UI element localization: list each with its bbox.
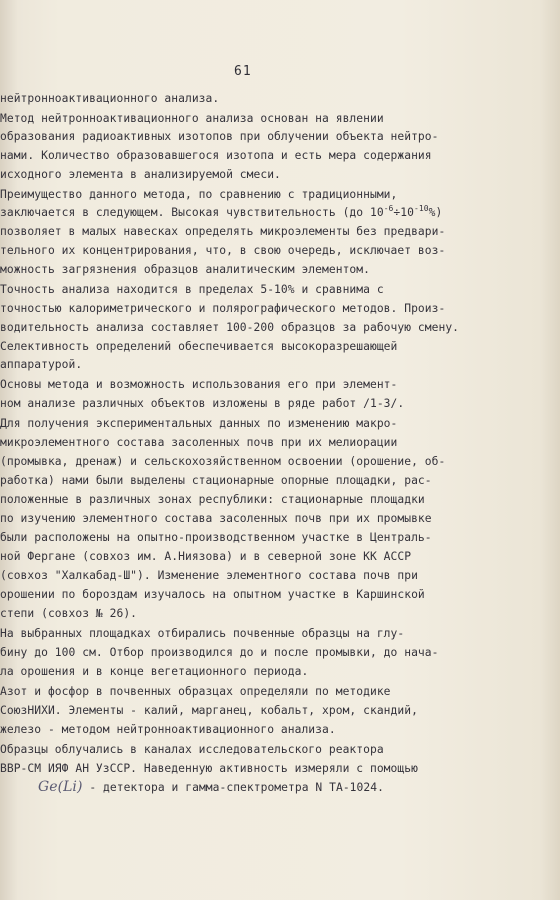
text-line: (совхоз "Халкабад-Ш"). Изменение элементного состава почв при	[0, 569, 418, 582]
text-line: тельного их концентрирования, что, в свою очередь, исключает воз-	[0, 244, 446, 257]
text-line: Селективность определений обеспечивается высокоразрешающей	[0, 340, 398, 353]
text-line: водительность анализа составляет 100-200 образцов за рабочую смену.	[0, 321, 460, 334]
text-line: микроэлементного состава засоленных почв при их мелиорации	[0, 436, 398, 449]
text-line: нами. Количество образовавшегося изотопа и есть мера содержания	[0, 149, 432, 162]
text-line: На выбранных площадках отбирались почвенные образцы на глу-	[0, 627, 405, 640]
text-line: Точность анализа находится в пределах 5-10% и сравнима с	[0, 283, 384, 296]
text-line: точностью калориметрического и полярографического методов. Произ-	[0, 302, 446, 315]
text-line: позволяет в малых навесках определять микроэлементы без предвари-	[0, 225, 446, 238]
text-line: Основы метода и возможность использования его при элемент-	[0, 378, 398, 391]
text-line-detector	[38, 780, 384, 795]
text-line: орошении по бороздам изучалось на опытном участке в Каршинской	[0, 588, 425, 601]
text-line: были расположены на опытно-производственном участке в Централь-	[0, 531, 432, 544]
text-line: (промывка, дренаж) и сельскохозяйственном освоении (орошение, об-	[0, 455, 446, 468]
text-line-sensitivity	[0, 206, 442, 220]
text-segment: - детектора и гамма-спектрометра N ТА-1024.	[82, 781, 384, 794]
text-line: ВВР-СМ ИЯФ АН УзССР. Наведенную активность измеряли с помощью	[0, 762, 418, 775]
text-line: Образцы облучались в каналах исследовательского реактора	[0, 743, 384, 756]
text-line: аппаратурой.	[0, 358, 83, 371]
text-line: можность загрязнения образцов аналитическим элементом.	[0, 263, 370, 276]
text-line: ной Фергане (совхоз им. А.Ниязова) и в северной зоне КК АССР	[0, 550, 412, 563]
text-line: по изучению элементного состава засоленных почв при их промывке	[0, 512, 432, 525]
page-number: 61	[234, 64, 252, 79]
text-line: работка) нами были выделены стационарные опорные площадки, рас-	[0, 474, 432, 487]
text-segment: %)	[428, 206, 443, 219]
exponent: -6	[383, 204, 394, 214]
text-line: степи (совхоз № 26).	[0, 607, 138, 620]
text-line: ном анализе различных объектов изложены в ряде работ /1-3/.	[0, 397, 405, 410]
text-line: Метод нейтронноактивационного анализа основан на явлении	[0, 112, 384, 125]
text-line: Для получения экспериментальных данных по изменению макро-	[0, 417, 398, 430]
text-line: ла орошения и в конце вегетационного периода.	[0, 665, 309, 678]
text-line: нейтронноактивационного анализа.	[0, 92, 220, 105]
text-line: образования радиоактивных изотопов при облучении объекта нейтро-	[0, 130, 439, 143]
text-line: положенные в различных зонах республики: стационарные площадки	[0, 493, 425, 506]
text-line: железо - методом нейтронноактивационного анализа.	[0, 723, 336, 736]
text-segment: ÷10	[393, 206, 414, 219]
text-line: исходного элемента в анализируемой смеси.	[0, 168, 281, 181]
exponent: -10	[413, 204, 429, 214]
text-line: Преимущество данного метода, по сравнению с традиционными,	[0, 188, 398, 201]
text-line: Азот и фосфор в почвенных образцах определяли по методике	[0, 685, 391, 698]
text-line: бину до 100 см. Отбор производился до и после промывки, до нача-	[0, 646, 439, 659]
handwritten-annotation: Ge(Li)	[38, 779, 83, 795]
text-segment: заключается в следующем. Высокая чувствительность (до 10	[0, 206, 384, 219]
text-line: СоюзНИХИ. Элементы - калий, марганец, кобальт, хром, скандий,	[0, 704, 418, 717]
